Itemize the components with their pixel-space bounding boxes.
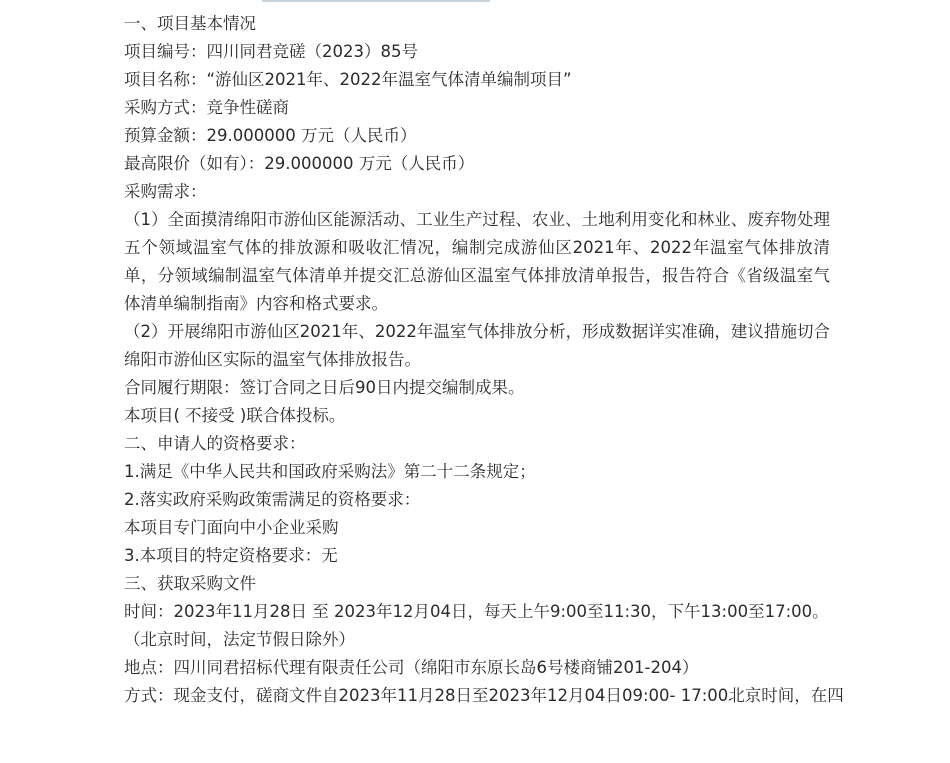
qualification-item-2: 2.落实政府采购政策需满足的资格要求： (124, 490, 421, 509)
document-time-note: （北京时间，法定节假日除外） (124, 630, 355, 649)
project-number: 项目编号：四川同君竞磋（2023）85号 (124, 42, 418, 61)
announcement-document (124, 10, 844, 710)
section-2-heading: 二、申请人的资格要求： (124, 434, 306, 453)
contract-period: 合同履行期限：签订合同之日后90日内提交编制成果。 (124, 378, 525, 397)
qualification-item-2-detail: 本项目专门面向中小企业采购 (124, 518, 339, 537)
top-divider (262, 0, 490, 2)
requirements-label: 采购需求： (124, 182, 207, 201)
consortium-bidding: 本项目( 不接受 )联合体投标。 (124, 406, 346, 425)
requirement-2: （2）开展绵阳市游仙区2021年、2022年温室气体排放分析，形成数据详实准确，建议措施切合绵阳市游仙区实际的温室气体排放报告。 (124, 322, 830, 369)
procurement-method: 采购方式：竞争性磋商 (124, 98, 289, 117)
section-1-heading: 一、项目基本情况 (124, 14, 256, 33)
project-name: 项目名称：“游仙区2021年、2022年温室气体清单编制项目” (124, 70, 572, 89)
qualification-item-1: 1.满足《中华人民共和国政府采购法》第二十二条规定； (124, 462, 536, 481)
document-method: 方式：现金支付，磋商文件自2023年11月28日至2023年12月04日09:00- 17:00北京时间，在四 (124, 686, 844, 705)
document-time: 时间：2023年11月28日 至 2023年12月04日，每天上午9:00至11:30，下午13:00至17:00。 (124, 602, 829, 621)
max-price: 最高限价（如有）：29.000000 万元（人民币） (124, 154, 475, 173)
qualification-item-3: 3.本项目的特定资格要求：无 (124, 546, 338, 565)
section-3-heading: 三、获取采购文件 (124, 574, 256, 593)
document-location: 地点：四川同君招标代理有限责任公司（绵阳市东原长岛6号楼商铺201-204） (124, 658, 699, 677)
requirement-1: （1）全面摸清绵阳市游仙区能源活动、工业生产过程、农业、土地利用变化和林业、废弃物处理五个领域温室气体的排放源和吸收汇情况，编制完成游仙区2021年、2022年温室气体排放清单，分领域编制温室气体清单并提交汇总游仙区温室气体排放清单报告，报告符合《省级温室气体清单编制指南》内容和格式要求。 (124, 210, 830, 313)
budget-amount: 预算金额：29.000000 万元（人民币） (124, 126, 417, 145)
